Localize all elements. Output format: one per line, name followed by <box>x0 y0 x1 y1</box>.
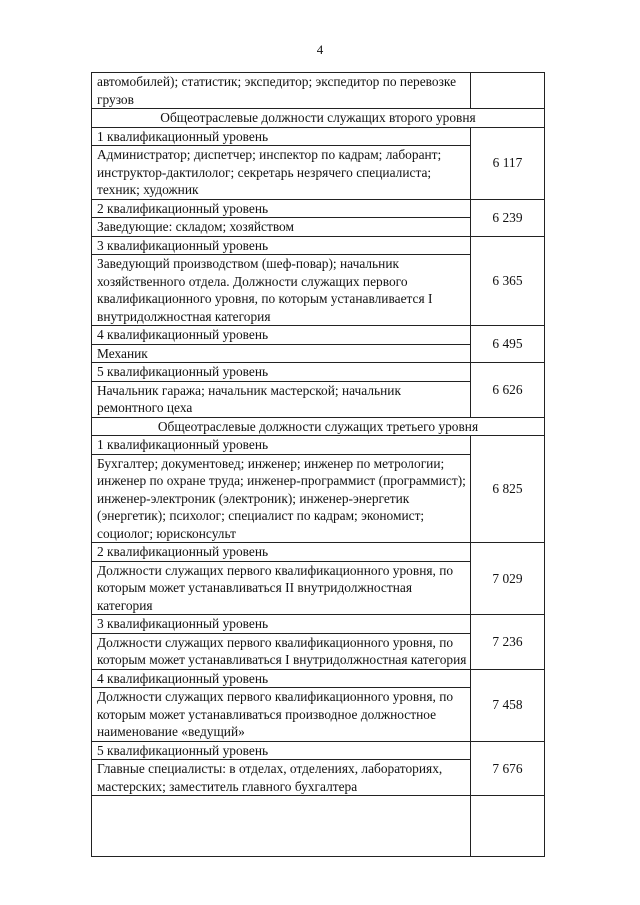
level-label: 3 квалификационный уровень <box>92 615 471 634</box>
level-label: 1 квалификационный уровень <box>92 436 471 455</box>
level-row <box>92 326 545 345</box>
level-row <box>92 615 545 634</box>
blank-cell <box>471 796 545 857</box>
positions-text: Заведующие: складом; хозяйством <box>92 218 471 237</box>
level-label: 2 квалификационный уровень <box>92 543 471 562</box>
salary-value: 6 117 <box>471 127 545 199</box>
level-row <box>92 199 545 218</box>
carry-over-salary-cell <box>471 73 545 109</box>
level-label: 5 квалификационный уровень <box>92 363 471 382</box>
positions-text: Бухгалтер; документовед; инженер; инженер по метрологии; инженер по охране труда; инженер-программист (программист); инженер-электроник (электроник); инженер-энергетик (энергетик); психолог; специалист по кадрам; экономист; социолог; юрисконсульт <box>92 454 471 543</box>
level-label: 4 квалификационный уровень <box>92 669 471 688</box>
salary-value: 7 676 <box>471 741 545 796</box>
positions-text: Должности служащих первого квалификационного уровня, по которым может устанавливаться I внутридолжностная категория <box>92 633 471 669</box>
salary-table-body <box>92 73 545 857</box>
salary-table <box>91 72 545 857</box>
positions-text: Главные специалисты: в отделах, отделениях, лабораториях, мастерских; заместитель главного бухгалтера <box>92 760 471 796</box>
section-title: Общеотраслевые должности служащих третьего уровня <box>92 417 545 436</box>
section-header-row <box>92 417 545 436</box>
salary-value: 7 458 <box>471 669 545 741</box>
positions-text: Должности служащих первого квалификационного уровня, по которым может устанавливаться II внутридолжностная категория <box>92 561 471 615</box>
salary-value: 6 365 <box>471 236 545 326</box>
salary-value: 6 626 <box>471 363 545 418</box>
salary-value: 6 239 <box>471 199 545 236</box>
carry-over-text: автомобилей); статистик; экспедитор; экспедитор по перевозке грузов <box>92 73 471 109</box>
level-label: 4 квалификационный уровень <box>92 326 471 345</box>
positions-text: Должности служащих первого квалификационного уровня, по которым может устанавливаться производное должностное наименование «ведущий» <box>92 688 471 742</box>
section-title: Общеотраслевые должности служащих второго уровня <box>92 109 545 128</box>
level-row <box>92 436 545 455</box>
page-number: 4 <box>316 42 324 57</box>
level-row <box>92 669 545 688</box>
level-label: 2 квалификационный уровень <box>92 199 471 218</box>
salary-value: 7 236 <box>471 615 545 670</box>
level-label: 1 квалификационный уровень <box>92 127 471 146</box>
positions-text: Администратор; диспетчер; инспектор по кадрам; лаборант; инструктор-дактилолог; секретарь незрячего специалиста; техник; художник <box>92 146 471 200</box>
level-row <box>92 741 545 760</box>
level-row <box>92 127 545 146</box>
level-row <box>92 363 545 382</box>
blank-row <box>92 796 545 857</box>
section-header-row <box>92 109 545 128</box>
positions-text: Заведующий производством (шеф-повар); начальник хозяйственного отдела. Должности служащих первого квалификационного уровня, по которым устанавливается I внутридолжностная категория <box>92 255 471 326</box>
salary-value: 6 825 <box>471 436 545 543</box>
positions-text: Механик <box>92 344 471 363</box>
salary-value: 6 495 <box>471 326 545 363</box>
level-label: 5 квалификационный уровень <box>92 741 471 760</box>
salary-value: 7 029 <box>471 543 545 615</box>
carry-over-row <box>92 73 545 109</box>
level-label: 3 квалификационный уровень <box>92 236 471 255</box>
positions-text: Начальник гаража; начальник мастерской; начальник ремонтного цеха <box>92 381 471 417</box>
level-row <box>92 543 545 562</box>
blank-cell <box>92 796 471 857</box>
level-row <box>92 236 545 255</box>
